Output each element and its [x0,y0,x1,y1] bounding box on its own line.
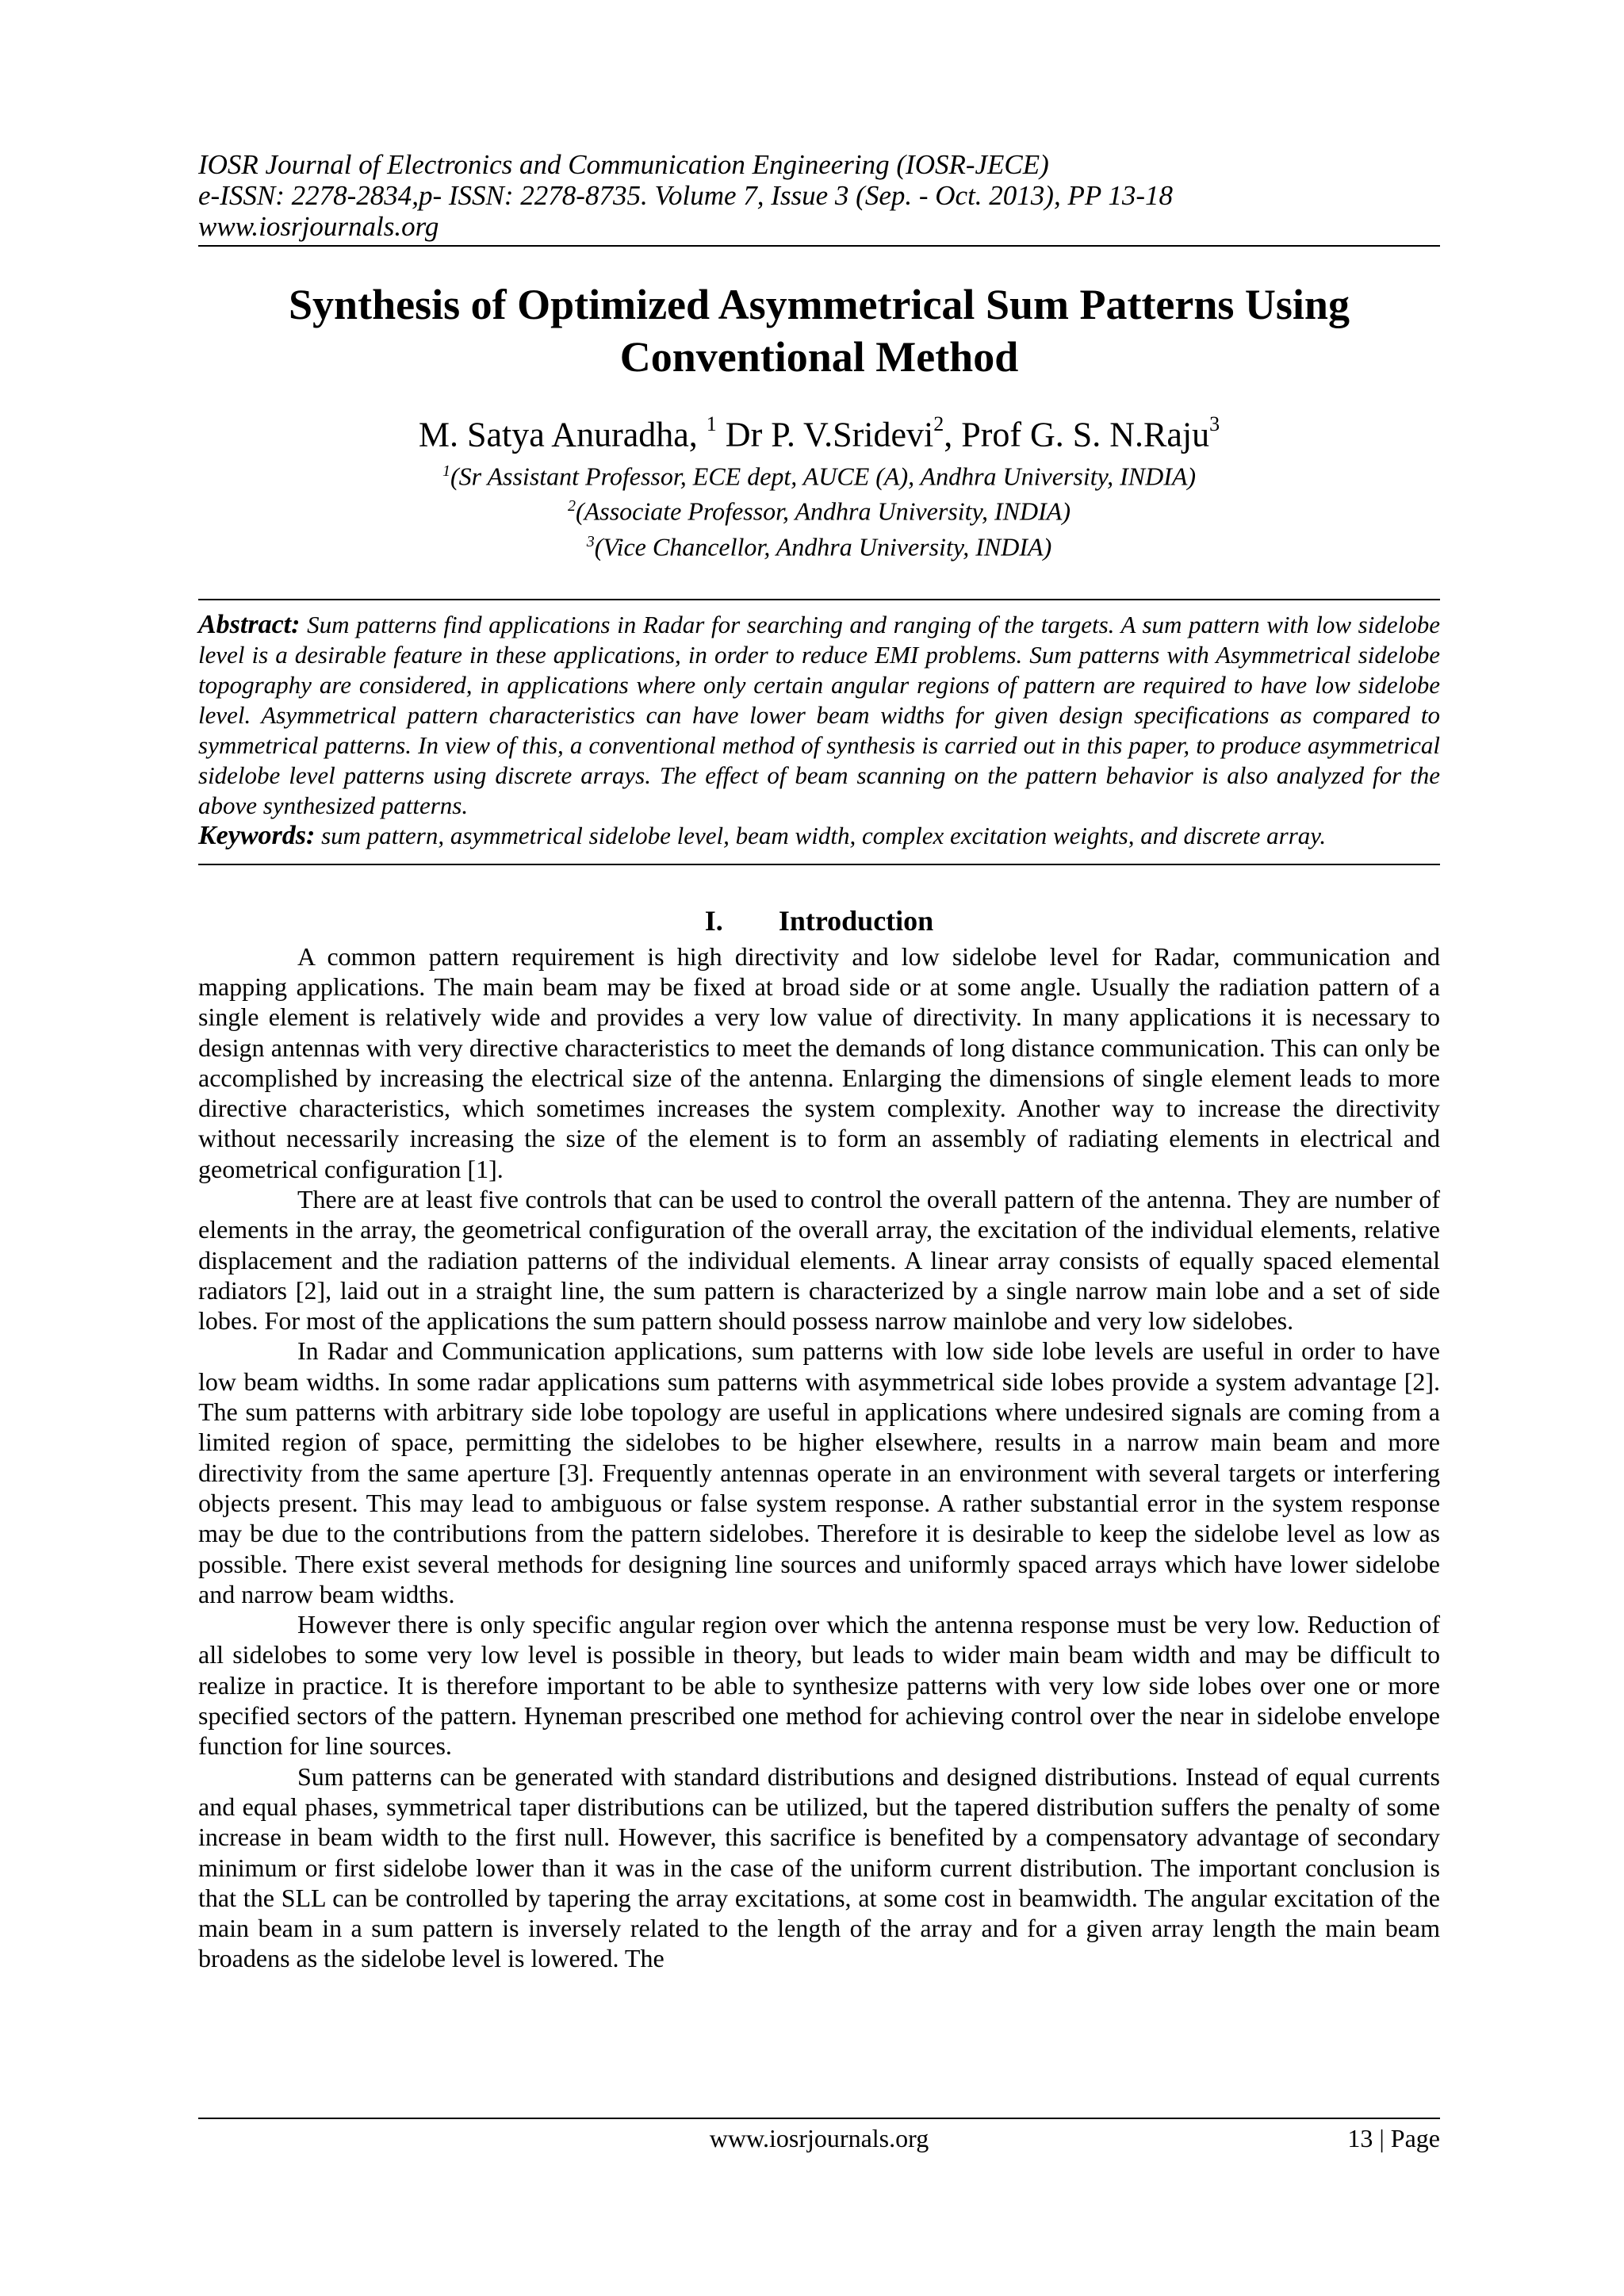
paragraph-5: Sum patterns can be generated with standard distributions and designed distributions. Instead of equal currents and equal phases, symmetrical taper distributions can be utilized, but the tapered distribution suffers the penalty of some increase in beam width to the first null. However, this sacrifice is benefited by a compensatory advantage of secondary minimum or first sidelobe lower than it was in the case of the uniform current distribution. The important conclusion is that the SLL can be controlled by tapering the array excitations, at some cost in beamwidth. The angular excitation of the main beam in a sum pattern is inversely related to the length of the array and for a given array length the main beam broadens as the sidelobe level is lowered. The [198,1761,1440,1973]
abstract-text: Sum patterns find applications in Radar for searching and ranging of the targets. A sum pattern with low sidelobe level is a desirable feature in these applications, in order to reduce EMI problems. Sum patterns with Asymmetrical sidelobe topography are considered, in applications where only certain angular regions of pattern are required to have low sidelobe level. Asymmetrical pattern characteristics can have lower beam widths for given design specifications as compared to symmetrical patterns. In view of this, a conventional method of synthesis is carried out in this paper, to produce asymmetrical sidelobe level patterns using discrete arrays. The effect of beam scanning on the pattern behavior is also analyzed for the above synthesized patterns. [198,610,1440,819]
abstract-box [198,599,1440,865]
footer-line [198,2119,1440,2157]
paragraph-1: A common pattern requirement is high directivity and low sidelobe level for Radar, communication and mapping applications. The main beam may be fixed at broad side or at some angle. Usually the radiation pattern of a single element is relatively wide and provides a very low value of directivity. In many applications it is necessary to design antennas with very directive characteristics to meet the demands of long distance communication. This can only be accomplished by increasing the electrical size of the antenna. Enlarging the dimensions of single element leads to more directive characteristics, which sometimes increases the system complexity. Another way to increase the directivity without necessarily increasing the size of the element is to form an assembly of radiating elements in electrical and geometrical configuration [1]. [198,941,1440,1183]
author-1-sup: 1 [706,412,717,435]
affiliation-1-text: (Sr Assistant Professor, ECE dept, AUCE (A), Andhra University, INDIA) [450,462,1197,491]
affiliation-2 [198,491,1440,527]
journal-name: IOSR Journal of Electronics and Communication Engineering (IOSR-JECE) [198,149,1049,180]
affiliation-3-text: (Vice Chancellor, Andhra University, INDIA) [594,532,1052,562]
journal-issn-volume: e-ISSN: 2278-2834,p- ISSN: 2278-8735. Volume 7, Issue 3 (Sep. - Oct. 2013), PP 13-18 [198,180,1173,211]
header-rule [198,245,1440,247]
author-list [198,407,1440,456]
affiliation-1 [198,456,1440,492]
affiliation-3-sup: 3 [586,532,595,550]
author-3-sup: 3 [1209,412,1220,435]
paragraph-4: However there is only specific angular region over which the antenna response must be very low. Reduction of all sidelobes to some very low level is possible in theory, but leads to wider main beam width and may be difficult to realize in practice. It is therefore important to be able to synthesize patterns with very low side lobes over one or more specified sectors of the pattern. Hyneman prescribed one method for achieving control over the near in sidelobe envelope function for line sources. [198,1610,1440,1761]
affiliation-3 [198,527,1440,562]
paper-title-line-1: Synthesis of Optimized Asymmetrical Sum Patterns Using [289,281,1350,328]
paper-title-line-2: Conventional Method [619,333,1019,381]
paper-page [198,149,1440,1974]
affiliation-1-sup: 1 [442,462,450,480]
author-1-name: M. Satya Anuradha, [418,415,707,454]
abstract-label: Abstract: [198,609,301,639]
paragraph-2: There are at least five controls that can be used to control the overall pattern of the antenna. They are number of elements in the array, the geometrical configuration of the overall array, the excitation of the individual elements, relative displacement and the radiation patterns of the individual elements. A linear array consists of equally spaced elemental radiators [2], laid out in a straight line, the sum pattern is characterized by a single narrow main lobe and a set of side lobes. For most of the applications the sum pattern should possess narrow mainlobe and very low sidelobes. [198,1185,1440,1336]
page-number: 13 | Page [1347,2124,1440,2152]
paragraph-3: In Radar and Communication applications, sum patterns with low side lobe levels are useful in order to have low beam widths. In some radar applications sum patterns with asymmetrical side lobes provide a system advantage [2]. The sum patterns with arbitrary side lobe topology are useful in applications where undesired signals are coming from a limited region of space, permitting the sidelobes to be higher elsewhere, results in a narrow main beam and more directivity from the same aperture [3]. Frequently antennas operate in an environment with several targets or interfering objects present. This may lead to ambiguous or false system response. A rather substantial error in the system response may be due to the contributions from the pattern sidelobes. Therefore it is desirable to keep the sidelobe level as low as possible. There exist several methods for designing line sources and uniformly spaced arrays which have lower sidelobe and narrow beam widths. [198,1336,1440,1608]
paper-title [198,278,1440,383]
affiliation-2-sup: 2 [568,497,576,516]
page-footer [198,2118,1440,2157]
abstract [198,610,1440,821]
journal-header [198,149,1440,242]
keywords-text: sum pattern, asymmetrical sidelobe level, beam width, complex excitation weights, and discrete array. [315,821,1327,849]
section-number: I. [704,904,723,937]
affiliation-2-text: (Associate Professor, Andhra University, INDIA) [576,496,1071,526]
author-2-sup: 2 [933,412,944,435]
keywords [198,821,1440,851]
author-separator: , [944,415,962,454]
section-title: Introduction [778,904,934,937]
keywords-label: Keywords: [198,820,316,850]
author-3-name: Prof G. S. N.Raju [961,415,1210,454]
section-heading [198,905,1440,937]
journal-website: www.iosrjournals.org [198,211,439,242]
footer-url: www.iosrjournals.org [709,2124,929,2152]
author-2-name: Dr P. V.Sridevi [716,415,934,454]
affiliations [198,456,1440,562]
